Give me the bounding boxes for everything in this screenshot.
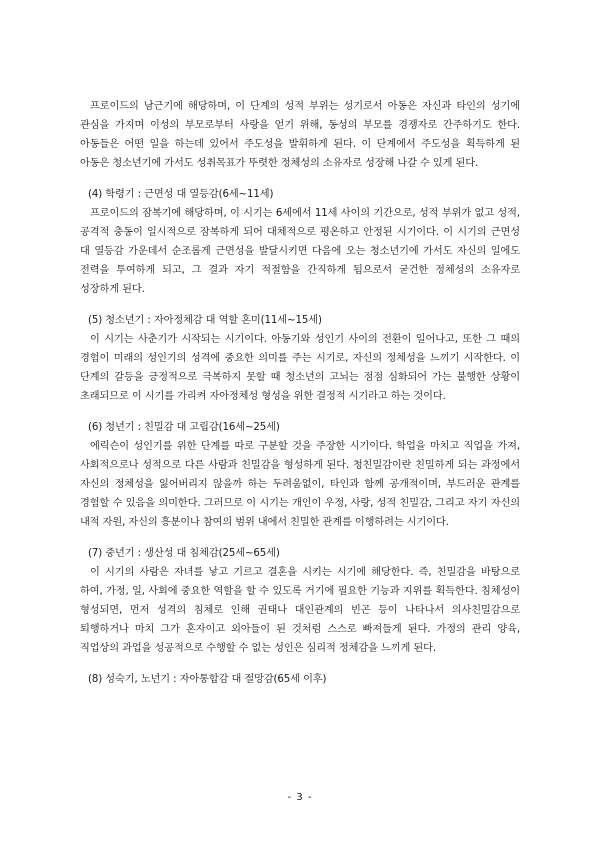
section-body: 이 시기는 사춘기가 시작되는 시기이다. 아동기와 성인기 사이의 전환이 일어나고, 또한 그 때의 경험이 미래의 성인기의 성격에 중요한 의미를 주는 시기로, 자신의 정체성을 느끼기 시작한다. 이 단계의 갈등을 긍정적으로 극복하지 못할 때 청소년의 고뇌는 점점 심화되어 가는 불행한 상황이 초래되므로 이 시기를 가리켜 자아정체성 형성을 위한 결정적 시기라고 하는 것이다. [80, 334, 520, 402]
page-number: - 3 - [287, 792, 313, 803]
section-middle-age [80, 544, 520, 658]
section-school-age [80, 185, 520, 299]
section-heading: (4) 학령기 : 근면성 대 열등감(6세~11세) [88, 189, 274, 200]
section-heading: (7) 중년기 : 생산성 대 침체감(25세~65세) [88, 548, 280, 559]
section-body: 이 시기의 사람은 자녀를 낳고 기르고 결혼을 시키는 시기에 해당한다. 즉, 친밀감을 바탕으로 하여, 가정, 일, 사회에 중요한 역할을 할 수 있도록 거기에 필요한 기능과 지위를 획득한다. 침체성이 형성되면, 먼저 성격의 침체로 인해 권태나 대인관계의 빈곤 등이 나타나서 의사친밀감으로 퇴행하거나 마치 그가 혼자이고 외아들이 된 것처럼 스스로 빠져들게 된다. 가정의 관리 양육, 직업상의 과업을 성공적으로 수행할 수 없는 성인은 심리적 정체감을 느끼게 된다. [80, 567, 520, 654]
section-body: 에릭슨이 성인기를 위한 단계를 따로 구분할 것을 주장한 시기이다. 학업을 마치고 직업을 가져, 사회적으로나 성적으로 다른 사람과 친밀감을 형성하게 된다. 청친밀감이란 친밀하게 되는 과정에서 자신의 정체성을 잃어버리지 않을까 하는 두려움없이, 타인과 함께 공개적이며, 부드러운 관계를 경험할 수 있음을 의미한다. 그러므로 이 시기는 개인이 우정, 사랑, 성적 친밀감, 그리고 자기 자신의 내적 자원, 자신의 흥분이나 참여의 범위 내에서 친밀한 관계를 이행하려는 시기이다. [80, 441, 520, 528]
section-adolescence [80, 311, 520, 406]
section-body: 프로이드의 잠복기에 해당하며, 이 시기는 6세에서 11세 사이의 기간으로, 성적 부위가 없고 성적, 공격적 충동이 일시적으로 잠복하게 되어 대체적으로 평온하고 안정된 시기이다. 이 시기의 근면성 대 열등감 가운데서 순조롭게 근면성을 발달시키면 다음에 오는 청소년기에 가서도 자신의 일에도 전력을 투여하게 되고, 그 결과 자기 적절함을 간직하게 됨으로서 굳건한 정체성의 소유자로 성장하게 된다. [80, 208, 520, 295]
document-body [80, 97, 520, 689]
section-heading: (8) 성숙기, 노년기 : 자아통합감 대 절망감(65세 이후) [88, 674, 327, 685]
section-old-age [80, 670, 520, 689]
intro-paragraph: 프로이드의 남근기에 해당하며, 이 단계의 성적 부위는 성기로서 아동은 자신과 타인의 성기에 관심을 가지며 이성의 부모로부터 사랑을 얻기 위해, 동성의 부모를 경쟁자로 간주하기도 한다. 아동들은 어떤 일을 하는데 있어서 주도성을 발휘하게 된다. 이 단계에서 주도성을 획득하게 된 아동은 청소년기에 가서도 성취목표가 뚜렷한 정체성의 소유자로 성장해 나갈 수 있게 된다. [80, 101, 520, 169]
section-heading: (6) 청년기 : 친밀감 대 고립감(16세~25세) [88, 422, 280, 433]
section-young-adulthood [80, 418, 520, 532]
section-heading: (5) 청소년기 : 자아정체감 대 역할 혼미(11세~15세) [88, 315, 322, 326]
